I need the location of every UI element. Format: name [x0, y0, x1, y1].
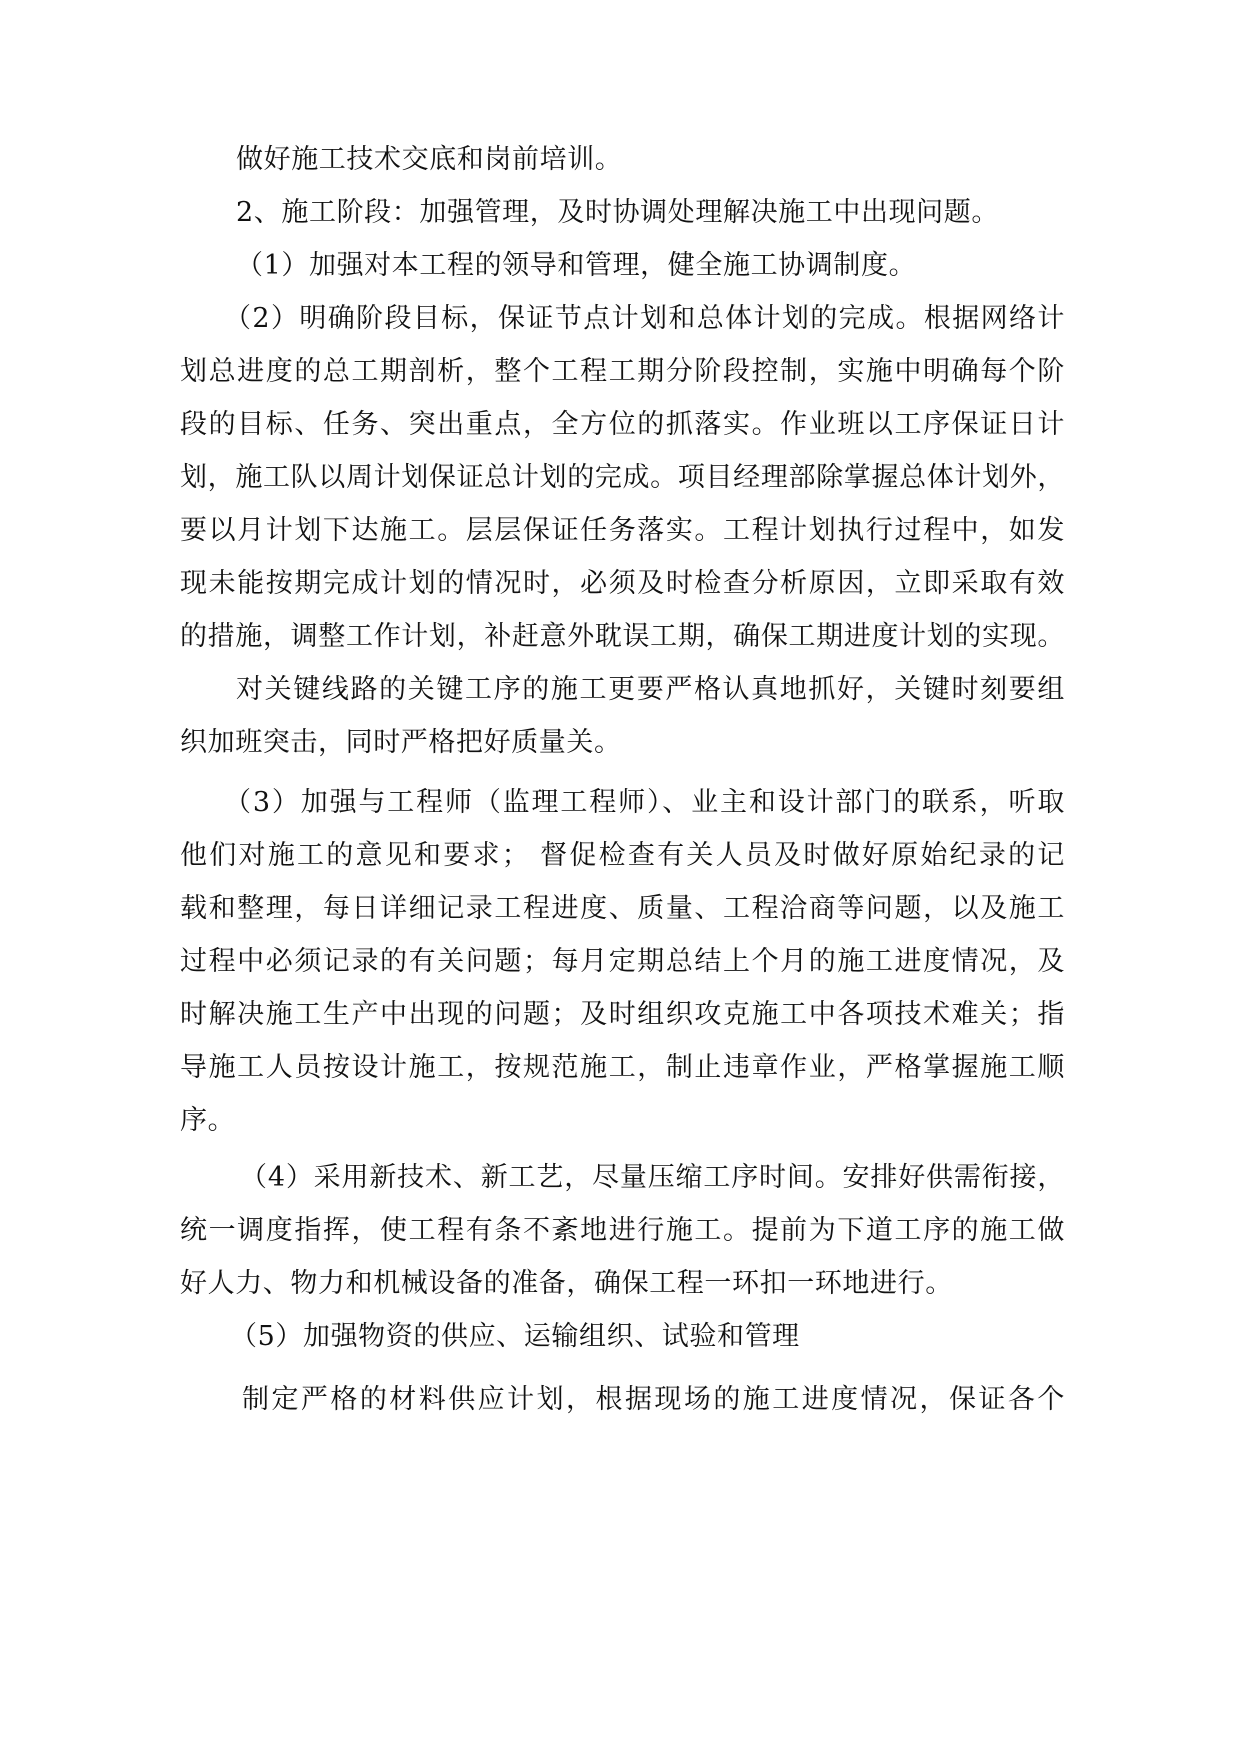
text-line: 他们对施工的意见和要求； 督促检查有关人员及时做好原始纪录的记 — [180, 840, 1065, 871]
text-line: 制定严格的材料供应计划，根据现场的施工进度情况，保证各个 — [242, 1384, 1065, 1415]
text-line: 好人力、物力和机械设备的准备，确保工程一环扣一环地进行。 — [180, 1268, 953, 1299]
text-line: 2、施工阶段：加强管理，及时协调处理解决施工中出现问题。 — [236, 197, 999, 228]
text-line: 对关键线路的关键工序的施工更要严格认真地抓好，关键时刻要组 — [236, 674, 1065, 705]
text-line: （2）明确阶段目标，保证节点计划和总体计划的完成。根据网络计 — [224, 303, 1065, 334]
text-line: 的措施，调整工作计划，补赶意外耽误工期，确保工期进度计划的实现。 — [180, 621, 1065, 652]
text-line: 划总进度的总工期剖析，整个工程工期分阶段控制，实施中明确每个阶 — [180, 356, 1065, 387]
text-line: 划，施工队以周计划保证总计划的完成。项目经理部除掌握总体计划外， — [180, 462, 1065, 493]
text-line: 序。 — [180, 1105, 236, 1136]
text-line: 织加班突击，同时严格把好质量关。 — [180, 727, 622, 758]
text-line: 统一调度指挥，使工程有条不紊地进行施工。提前为下道工序的施工做 — [180, 1215, 1065, 1246]
text-line: （1）加强对本工程的领导和管理，健全施工协调制度。 — [236, 250, 917, 281]
text-line: 导施工人员按设计施工，按规范施工，制止违章作业，严格掌握施工顺 — [180, 1052, 1065, 1083]
text-line: （3）加强与工程师（监理工程师）、业主和设计部门的联系，听取 — [224, 787, 1065, 818]
text-line: 载和整理，每日详细记录工程进度、质量、工程洽商等问题，以及施工 — [180, 893, 1065, 924]
text-line: （5）加强物资的供应、运输组织、试验和管理 — [230, 1321, 800, 1352]
text-line: 过程中必须记录的有关问题；每月定期总结上个月的施工进度情况，及 — [180, 946, 1065, 977]
text-line: 做好施工技术交底和岗前培训。 — [236, 144, 623, 175]
text-line: 段的目标、任务、突出重点，全方位的抓落实。作业班以工序保证日计 — [180, 409, 1065, 440]
text-line: 要以月计划下达施工。层层保证任务落实。工程计划执行过程中，如发 — [180, 515, 1065, 546]
text-line: 时解决施工生产中出现的问题；及时组织攻克施工中各项技术难关；指 — [180, 999, 1065, 1030]
text-line: 现未能按期完成计划的情况时，必须及时检查分析原因，立即采取有效 — [180, 568, 1065, 599]
text-line: （4）采用新技术、新工艺，尽量压缩工序时间。安排好供需衔接， — [240, 1162, 1065, 1193]
